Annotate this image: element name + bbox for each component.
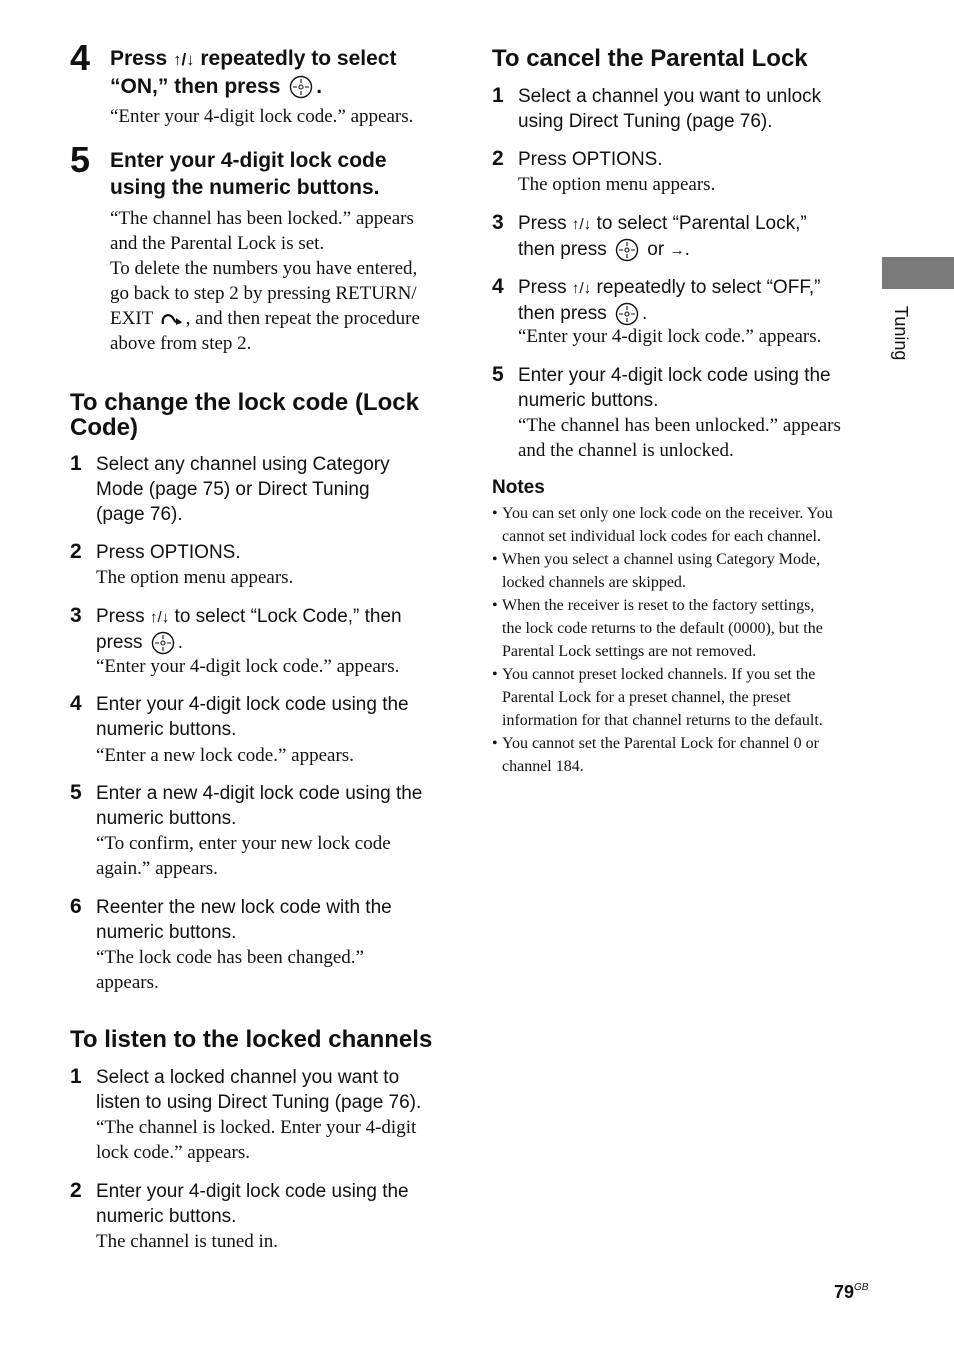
up-down-arrows-icon: ↑/↓ xyxy=(571,280,592,297)
step-description: “Enter your 4-digit lock code.” appears. xyxy=(96,656,400,677)
right-arrow-icon: → xyxy=(669,242,685,259)
up-down-arrows-icon: ↑/↓ xyxy=(173,50,195,69)
step-number: 5 xyxy=(70,781,82,804)
section-side-label: Tuning xyxy=(891,306,911,361)
step-number: 1 xyxy=(70,452,82,475)
page-number: $79^{GB}$ xyxy=(834,1282,869,1302)
step-description: The channel is tuned in. xyxy=(96,1231,279,1252)
note-line: channel 184. xyxy=(502,758,584,775)
step-text: Enter a new 4-digit lock code using the numeric buttons. xyxy=(96,783,423,829)
step-text: Enter your 4-digit lock code using the numeric buttons. xyxy=(518,365,831,411)
up-down-arrows-icon: ↑/↓ xyxy=(571,216,592,233)
step-text: Press ↑/↓ to select “Parental Lock,” then press or →. xyxy=(518,213,807,260)
step-text: Enter your 4-digit lock code using the numeric buttons. xyxy=(96,1181,409,1227)
step-number: 3 xyxy=(492,211,504,234)
note-line: information for that channel returns to the default. xyxy=(502,712,823,729)
step-heading: Press ↑/↓ repeatedly to select “ON,” then press . xyxy=(110,47,397,98)
step-number: 2 xyxy=(70,1179,82,1202)
step-number: 1 xyxy=(70,1065,82,1088)
step-description: The option menu appears. xyxy=(518,174,716,195)
note-line: • When the receiver is reset to the factory settings, xyxy=(502,597,815,614)
step-number: 3 xyxy=(70,604,82,627)
note-line: • You cannot set the Parental Lock for channel 0 or xyxy=(502,735,819,752)
step-description: “Enter a new lock code.” appears. xyxy=(96,745,354,766)
step-description: “To confirm, enter your new lock code again.” appears. xyxy=(96,833,391,879)
return-arrow-icon xyxy=(159,310,185,330)
step-description: “Enter your 4-digit lock code.” appears. xyxy=(110,106,414,127)
step-text: Reenter the new lock code with the numeric buttons. xyxy=(96,897,392,943)
step-text: Select a locked channel you want to listen to using Direct Tuning (page 76). xyxy=(96,1067,422,1113)
step-text: Press ↑/↓ to select “Lock Code,” then press . xyxy=(96,606,402,653)
step-text: Select any channel using Category Mode (page 75) or Direct Tuning (page 76). xyxy=(96,454,390,525)
note-line: cannot set individual lock codes for each channel. xyxy=(502,528,821,545)
step-description: “The lock code has been changed.” appears. xyxy=(96,947,364,993)
step-number: 6 xyxy=(70,895,82,918)
step-description: “The channel has been unlocked.” appears and the channel is unlocked. xyxy=(518,415,841,461)
step-description: “The channel is locked. Enter your 4-digit lock code.” appears. xyxy=(96,1117,417,1163)
step-number: 2 xyxy=(492,147,504,170)
note-line: • You can set only one lock code on the receiver. You xyxy=(502,505,833,522)
note-line: • When you select a channel using Category Mode, xyxy=(502,551,821,568)
step-description: The option menu appears. xyxy=(96,567,294,588)
up-down-arrows-icon: ↑/↓ xyxy=(149,609,170,626)
step-text: Select a channel you want to unlock using Direct Tuning (page 76). xyxy=(518,86,822,132)
step-text: Enter your 4-digit lock code using the numeric buttons. xyxy=(96,694,409,740)
note-line: • You cannot preset locked channels. If you set the xyxy=(502,666,816,683)
enter-button-icon xyxy=(615,302,639,326)
step-text: Press OPTIONS. xyxy=(96,542,241,563)
step-number: 4 xyxy=(492,275,504,298)
note-item xyxy=(492,502,874,548)
note-line: Parental Lock for a preset channel, the preset xyxy=(502,689,791,706)
step-description: “Enter your 4-digit lock code.” appears. xyxy=(518,326,822,347)
enter-button-icon xyxy=(289,75,313,99)
notes-list xyxy=(492,502,874,778)
note-item xyxy=(492,732,874,778)
section-heading: To listen to the locked channels xyxy=(70,1026,433,1053)
note-line: the lock code returns to the default (0000), but the xyxy=(502,620,823,637)
note-line: Parental Lock settings are not removed. xyxy=(502,643,757,660)
step-text: Press OPTIONS. xyxy=(518,149,663,170)
step-description: “The channel has been locked.” appears and the Parental Lock is set. To delete the numbers you have entered, go back to step 2 by pressing RETURN/ EXIT , and then repeat the procedure above from step 2. xyxy=(110,208,420,354)
step-text: Press ↑/↓ repeatedly to select “OFF,” then press . xyxy=(518,277,821,324)
section-heading: To cancel the Parental Lock xyxy=(492,45,808,72)
step-number: 5 xyxy=(492,363,504,386)
step-number: 5 xyxy=(70,139,91,180)
step-number: 4 xyxy=(70,692,82,715)
section-tab-marker xyxy=(882,257,954,289)
step-heading: Enter your 4-digit lock code using the numeric buttons. xyxy=(110,149,387,199)
step-number: 2 xyxy=(70,540,82,563)
enter-button-icon xyxy=(615,238,639,262)
note-item xyxy=(492,594,874,663)
enter-button-icon xyxy=(151,631,175,655)
note-item xyxy=(492,663,874,732)
step-number: 1 xyxy=(492,84,504,107)
step-number: 4 xyxy=(70,37,91,78)
section-heading: To change the lock code (Lock Code) xyxy=(70,389,419,441)
note-line: locked channels are skipped. xyxy=(502,574,686,591)
note-item xyxy=(492,548,874,594)
notes-heading: Notes xyxy=(492,477,545,498)
